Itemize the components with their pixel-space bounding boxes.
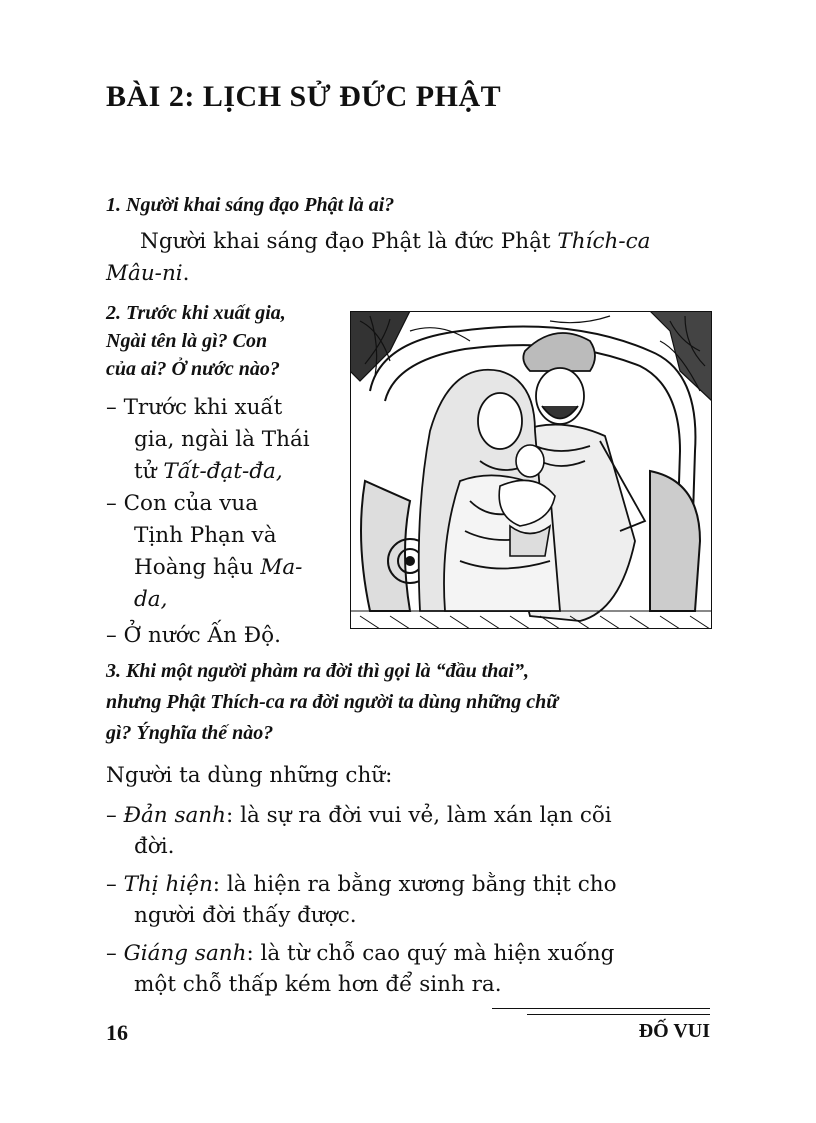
answer-3-item-2-line-1: – Thị hiện: là hiện ra bằng xương bằng thịt cho	[106, 872, 617, 897]
answer-3-item-1-line-1: – Đản sanh: là sự ra đời vui vẻ, làm xán lạn cõi	[106, 803, 612, 828]
answer-2-item-3: – Ở nước Ấn Độ.	[106, 623, 281, 648]
footer-rule-bottom	[527, 1014, 710, 1015]
answer-3-item-3-line-1: – Giáng sanh: là từ chỗ cao quý mà hiện xuống	[106, 941, 615, 966]
answer-1-line-1: Người khai sáng đạo Phật là đức Phật Thích-ca	[140, 229, 651, 254]
answer-3-item-3-line-2: một chỗ thấp kém hơn để sinh ra.	[134, 972, 502, 997]
question-2-line-3: của ai? Ở nước nào?	[106, 358, 280, 380]
answer-2-item-2-line-1: – Con của vua	[106, 491, 259, 516]
answer-2-item-2-line-2: Tịnh Phạn và	[134, 523, 277, 548]
question-3-line-2: nhưng Phật Thích-ca ra đời người ta dùng những chữ	[106, 691, 559, 713]
question-2-line-1: 2. Trước khi xuất gia,	[106, 302, 286, 324]
book-title: ĐỐ VUI	[638, 1020, 710, 1042]
royal-family-illustration-icon	[350, 311, 712, 629]
question-3-line-1: 3. Khi một người phàm ra đời thì gọi là “đầu thai”,	[106, 660, 529, 682]
answer-2-item-1-line-3: tử Tất-đạt-đa,	[134, 459, 283, 484]
page-title: BÀI 2: LỊCH SỬ ĐỨC PHẬT	[106, 80, 502, 113]
answer-3-intro: Người ta dùng những chữ:	[106, 763, 393, 788]
answer-3-item-2-line-2: người đời thấy được.	[134, 903, 357, 928]
answer-2-item-2-line-4: da,	[134, 587, 168, 612]
answer-2-item-2-line-3: Hoàng hậu Ma-	[134, 555, 303, 580]
answer-2-item-1-line-2: gia, ngài là Thái	[134, 427, 310, 452]
answer-2-item-1-line-1: – Trước khi xuất	[106, 395, 283, 420]
question-1: 1. Người khai sáng đạo Phật là ai?	[106, 194, 395, 216]
question-2-line-2: Ngài tên là gì? Con	[106, 330, 268, 352]
question-3-line-3: gì? Ýnghĩa thế nào?	[106, 722, 274, 744]
page-number: 16	[106, 1020, 128, 1045]
answer-1-line-2: Mâu-ni.	[106, 261, 190, 286]
footer-rule-top	[492, 1008, 710, 1009]
answer-3-item-1-line-2: đời.	[134, 834, 175, 859]
